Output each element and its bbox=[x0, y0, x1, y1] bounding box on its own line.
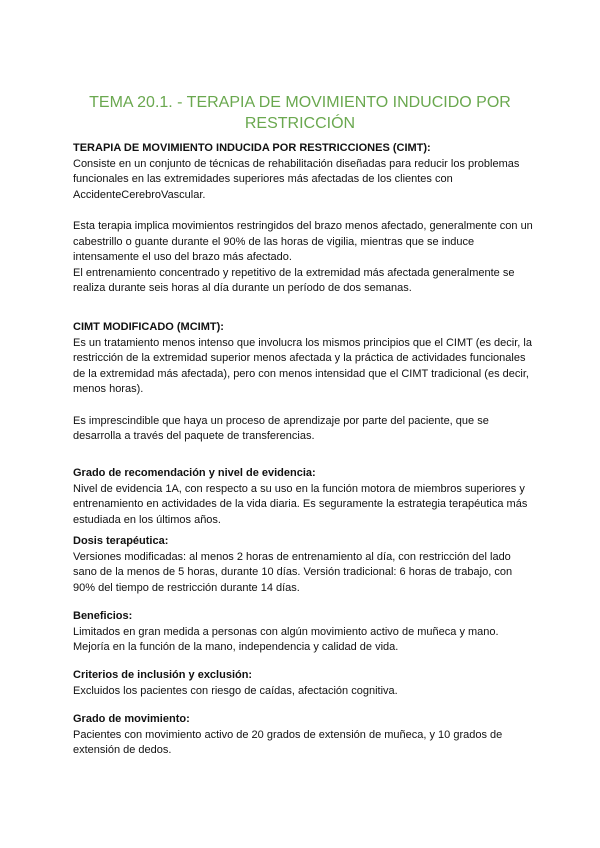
section-beneficios bbox=[73, 609, 533, 656]
paragraph: Mejoría en la función de la mano, independencia y calidad de vida. bbox=[73, 641, 399, 654]
section-evidence bbox=[73, 466, 533, 528]
section-heading: Criterios de inclusión y exclusión: bbox=[73, 669, 253, 681]
paragraph: Limitados en gran medida a personas con algún movimiento activo de muñeca y mano. bbox=[73, 625, 499, 638]
section-movimiento bbox=[73, 712, 533, 759]
section-heading: Grado de movimiento: bbox=[73, 713, 190, 725]
section-heading: CIMT MODIFICADO (MCIMT): bbox=[73, 321, 224, 333]
paragraph: Excluidos los pacientes con riesgo de caídas, afectación cognitiva. bbox=[73, 684, 398, 697]
section-heading: Beneficios: bbox=[73, 610, 133, 622]
paragraph: Consiste en un conjunto de técnicas de rehabilitación diseñadas para reducir los problemas funcionales en las extremidades superiores más afectadas de los clientes con AccidenteCerebroVascular. bbox=[73, 157, 520, 201]
section-mcimt bbox=[73, 320, 533, 445]
paragraph: Versiones modificadas: al menos 2 horas de entrenamiento al día, con restricción del lado sano de la menos de 5 horas, durante 10 días. Versión tradicional: 6 horas de trabajo, con 90% del tiempo de restricción durante 14 días. bbox=[73, 550, 513, 594]
page-title: TEMA 20.1. - TERAPIA DE MOVIMIENTO INDUCIDO POR RESTRICCIÓN bbox=[89, 94, 511, 132]
section-dosis bbox=[73, 534, 533, 596]
paragraph: El entrenamiento concentrado y repetitivo de la extremidad más afectada generalmente se realiza durante seis horas al día durante un período de dos semanas. bbox=[73, 266, 515, 295]
paragraph: Nivel de evidencia 1A, con respecto a su uso en la función motora de miembros superiores y entrenamiento en actividades de la vida diaria. Es seguramente la estrategia terapéutica más estudiada en los últimos años. bbox=[73, 482, 528, 526]
paragraph: Es imprescindible que haya un proceso de aprendizaje por parte del paciente, que se desarrolla a través del paquete de transferencias. bbox=[73, 414, 489, 443]
section-criterios bbox=[73, 668, 533, 699]
paragraph: Esta terapia implica movimientos restringidos del brazo menos afectado, generalmente con un cabestrillo o guante durante el 90% de las horas de vigilia, mientras que se induce intensamente el uso del brazo más afectado. bbox=[73, 219, 533, 264]
paragraph: Pacientes con movimiento activo de 20 grados de extensión de muñeca, y 10 grados de extensión de dedos. bbox=[73, 728, 503, 757]
section-heading: Grado de recomendación y nivel de evidencia: bbox=[73, 467, 316, 479]
section-heading: TERAPIA DE MOVIMIENTO INDUCIDA POR RESTRICCIONES (CIMT): bbox=[73, 142, 431, 154]
paragraph: Es un tratamiento menos intenso que involucra los mismos principios que el CIMT (es decir, la restricción de la extremidad superior menos afectada y la práctica de actividades funcionales de la extremidad más afectada), pero con menos intensidad que el CIMT tradicional (es decir, menos horas). bbox=[73, 336, 532, 396]
section-cimt bbox=[73, 141, 533, 297]
section-heading: Dosis terapéutica: bbox=[73, 535, 169, 547]
